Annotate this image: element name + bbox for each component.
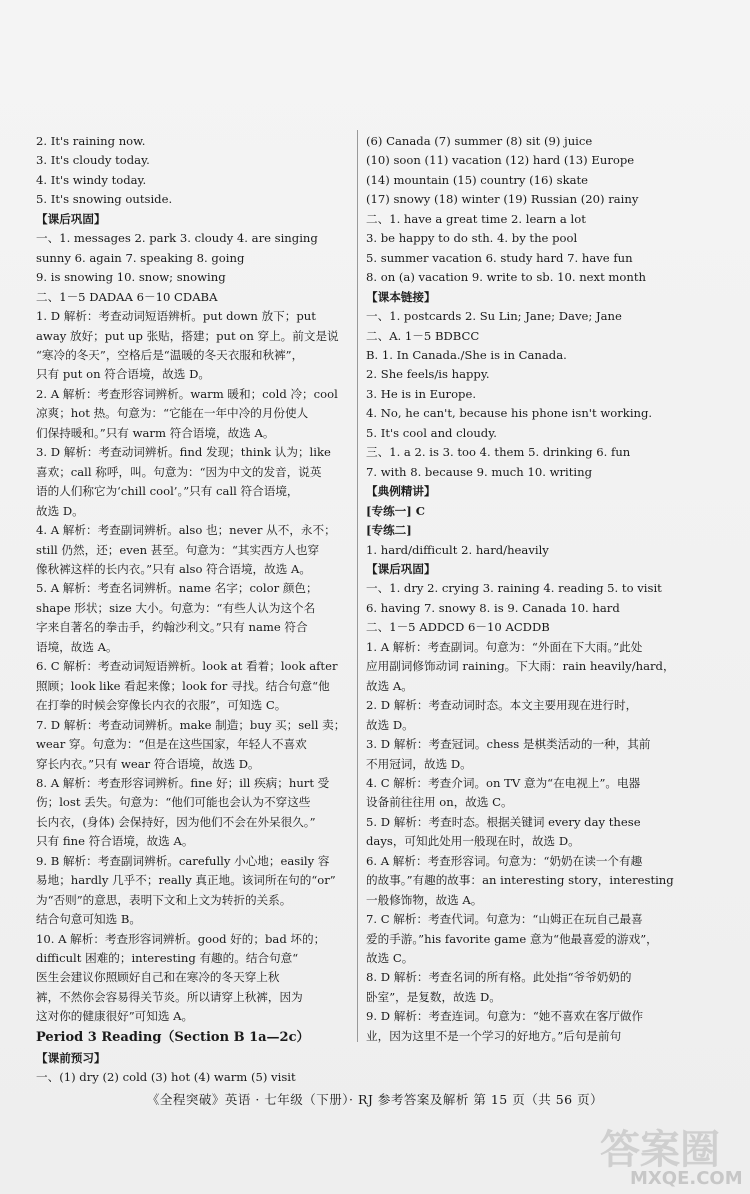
left-line: 2. A 解析：考查形容词辨析。warm 暖和；cold 冷；cool: [36, 386, 338, 401]
right-line: (10) soon (11) vacation (12) hard (13) Europe: [366, 153, 635, 168]
right-line: 【典例精讲】: [366, 484, 436, 499]
watermark-url: MXQE.COM: [630, 1168, 743, 1189]
right-line: 4. C 解析：考查介词。on TV 意为“在电视上”。电器: [366, 775, 641, 790]
right-line: B. 1. In Canada./She is in Canada.: [366, 347, 567, 362]
left-line: 9. is snowing 10. snow; snowing: [36, 270, 226, 285]
left-line: 凉爽；hot 热。句意为：“它能在一年中冷的月份使人: [36, 406, 309, 421]
right-line: 二、A. 1－5 BDBCC: [366, 328, 480, 343]
right-line: 6. A 解析：考查形容词。句意为：“奶奶在读一个有趣: [366, 853, 643, 868]
left-line: 语境，故选 A。: [36, 639, 118, 654]
left-line: 故选 D。: [36, 503, 84, 518]
left-line: difficult 困难的；interesting 有趣的。结合句意“: [36, 951, 299, 966]
right-line: 应用副词修饰动词 raining。下大雨：rain heavily/hard，: [366, 659, 675, 674]
right-line: [专练一] C: [366, 503, 426, 518]
right-line: 爱的手游。”his favorite game 意为“他最喜爱的游戏”，: [366, 931, 658, 946]
right-line: 故选 C。: [366, 951, 414, 966]
left-line: 只有 put on 符合语境，故选 D。: [36, 367, 210, 382]
left-line: 4. It's windy today.: [36, 172, 147, 187]
right-line: 8. on (a) vacation 9. write to sb. 10. next month: [366, 270, 646, 285]
right-line: 二、1－5 ADDCD 6－10 ACDDB: [366, 620, 550, 635]
left-line: 易地；hardly 几乎不；really 真正地。该词所在句的“or”: [36, 873, 336, 888]
left-line: 们保持暖和。”只有 warm 符合语境，故选 A。: [36, 425, 275, 440]
left-line: 9. B 解析：考查副词辨析。carefully 小心地；easily 容: [36, 853, 330, 868]
right-line: 2. She feels/is happy.: [366, 367, 490, 382]
left-line: 5. A 解析：考查名词辨析。name 名字；color 颜色；: [36, 581, 318, 596]
left-line: 2. It's raining now.: [36, 134, 146, 148]
left-line: 3. It's cloudy today.: [36, 153, 150, 168]
left-line: still 仍然，还；even 甚至。句意为：“其实西方人也穿: [36, 542, 320, 557]
left-line: 【课后巩固】: [36, 211, 106, 226]
left-line: wear 穿。句意为：“但是在这些国家，年轻人不喜欢: [36, 737, 307, 752]
left-line: 7. D 解析：考查动词辨析。make 制造；buy 买；sell 卖；: [36, 717, 346, 732]
left-line: 【课前预习】: [36, 1050, 106, 1065]
left-line: 穿长内衣。”只有 wear 符合语境，故选 D。: [36, 756, 260, 771]
left-line: 照顾；look like 看起来像；look for 寻找。结合句意“他: [36, 678, 330, 693]
right-line: 故选 A。: [366, 678, 413, 693]
left-line: 只有 fine 符合语境，故选 A。: [36, 834, 194, 849]
left-line: 4. A 解析：考查副词辨析。also 也；never 从不，永不；: [36, 523, 336, 538]
left-line: Period 3 Reading（Section B 1a—2c）: [36, 1029, 310, 1045]
right-line: 三、1. a 2. is 3. too 4. them 5. drinking 6. fun: [366, 445, 631, 460]
right-line: 【课本链接】: [366, 289, 436, 304]
right-line: (17) snowy (18) winter (19) Russian (20) rainy: [366, 192, 639, 207]
right-line: 【课后巩固】: [366, 561, 436, 576]
right-line: 6. having 7. snowy 8. is 9. Canada 10. hard: [366, 600, 620, 615]
left-line: 伤；lost 丢失。句意为：“他们可能也会认为不穿这些: [36, 795, 311, 810]
right-line: 2. D 解析：考查动词时态。本文主要用现在进行时，: [366, 698, 638, 713]
right-line: 一、1. postcards 2. Su Lin; Jane; Dave; Jane: [366, 309, 622, 324]
left-line: 二、1－5 DADAA 6－10 CDABA: [36, 289, 218, 304]
left-line: 6. C 解析：考查动词短语辨析。look at 看着；look after: [36, 659, 338, 674]
right-line: 5. D 解析：考查时态。根据关键词 every day these: [366, 814, 641, 829]
right-column: [366, 132, 688, 1046]
right-line: (6) Canada (7) summer (8) sit (9) juice: [366, 134, 593, 148]
left-line: 喜欢；call 称呼，叫。句意为：“因为中文的发音，说英: [36, 464, 322, 479]
right-line: 4. No, he can't, because his phone isn't working.: [366, 406, 653, 421]
right-line: 7. with 8. because 9. much 10. writing: [366, 464, 592, 479]
left-line: 5. It's snowing outside.: [36, 192, 173, 207]
left-line: 为“否则”的意思，表明下文和上文为转折的关系。: [36, 892, 292, 907]
column-divider: [357, 130, 358, 1042]
page-footer: 《全程突破》英语 · 七年级（下册）· RJ 参考答案及解析 第 15 页（共 56 页）: [146, 1092, 604, 1107]
left-line: 长内衣，(身体) 会保持好，因为他们不会在外呆很久。”: [36, 814, 316, 829]
right-line: days，可知此处用一般现在时，故选 D。: [366, 834, 580, 849]
right-line: 3. be happy to do sth. 4. by the pool: [366, 231, 578, 246]
right-line: 一般修饰物，故选 A。: [366, 892, 483, 907]
right-line: 1. A 解析：考查副词。句意为：“外面在下大雨。”此处: [366, 639, 643, 654]
watermark-logo: 答案圈: [600, 1127, 720, 1173]
left-line: 字来自著名的拳击手，约翰沙利文。”只有 name 符合: [36, 620, 308, 635]
right-line: [专练二]: [366, 523, 412, 538]
right-line: 5. summer vacation 6. study hard 7. have fun: [366, 250, 633, 265]
left-line: 一、(1) dry (2) cold (3) hot (4) warm (5) visit: [36, 1070, 296, 1085]
right-line: 业，因为这里不是一个学习的好地方。”后句是前句: [366, 1028, 622, 1043]
right-line: 不用冠词，故选 D。: [366, 756, 472, 771]
left-line: “寒冷的冬天”，空格后是“温暖的冬天衣服和秋裤”，: [36, 347, 304, 362]
right-line: 的故事。”有趣的故事：an interesting story，interesting: [366, 873, 674, 888]
right-line: 卧室”，是复数，故选 D。: [366, 989, 501, 1004]
right-line: 3. D 解析：考查冠词。chess 是棋类活动的一种，其前: [366, 737, 651, 752]
right-line: 3. He is in Europe.: [366, 386, 477, 401]
left-line: 1. D 解析：考查动词短语辨析。put down 放下；put: [36, 309, 316, 324]
left-line: 一、1. messages 2. park 3. cloudy 4. are singing: [36, 231, 318, 246]
left-line: 3. D 解析：考查动词辨析。find 发现；think 认为；like: [36, 445, 331, 460]
right-line: 故选 D。: [366, 717, 414, 732]
right-line: 9. D 解析：考查连词。句意为：“她不喜欢在客厅做作: [366, 1009, 644, 1024]
left-line: 像秋裤这样的长内衣。”只有 also 符合语境，故选 A。: [36, 561, 311, 576]
right-line: (14) mountain (15) country (16) skate: [366, 172, 589, 187]
right-line: 7. C 解析：考查代词。句意为：“山姆正在玩自己最喜: [366, 912, 643, 927]
left-line: 语的人们称它为‘chill cool’。”只有 call 符合语境，: [36, 484, 299, 499]
right-line: 5. It's cool and cloudy.: [366, 425, 497, 440]
left-line: 结合句意可知选 B。: [36, 912, 141, 927]
left-line: 在打拳的时候会穿像长内衣的衣服”，可知选 C。: [36, 698, 287, 713]
right-line: 二、1. have a great time 2. learn a lot: [366, 211, 586, 226]
left-line: 裤，不然你会容易得关节炎。所以请穿上秋裤，因为: [36, 989, 303, 1004]
left-line: sunny 6. again 7. speaking 8. going: [36, 250, 245, 265]
left-line: away 放好；put up 张贴，搭建；put on 穿上。前文是说: [36, 328, 339, 343]
left-line: 医生会建议你照顾好自己和在寒冷的冬天穿上秋: [36, 970, 280, 985]
left-line: 这对你的健康很好”可知选 A。: [36, 1009, 194, 1024]
left-line: 10. A 解析：考查形容词辨析。good 好的；bad 坏的；: [36, 931, 326, 946]
left-line: shape 形状；size 大小。句意为：“有些人认为这个名: [36, 600, 316, 615]
left-line: 8. A 解析：考查形容词辨析。fine 好；ill 疾病；hurt 受: [36, 775, 330, 790]
right-line: 一、1. dry 2. crying 3. raining 4. reading 5. to visit: [366, 581, 662, 596]
right-line: 1. hard/difficult 2. hard/heavily: [366, 542, 549, 557]
left-column: [36, 132, 352, 1088]
right-line: 8. D 解析：考查名词的所有格。此处指“爷爷奶奶的: [366, 970, 632, 985]
right-line: 设备前往往用 on，故选 C。: [366, 795, 513, 810]
